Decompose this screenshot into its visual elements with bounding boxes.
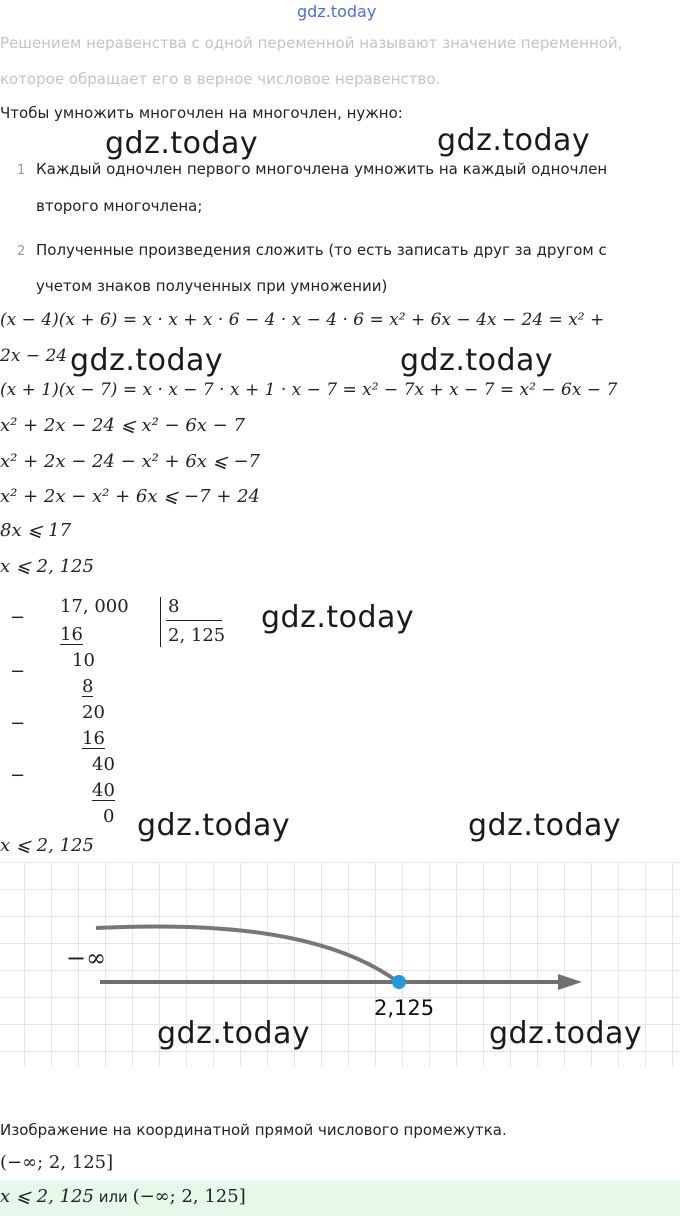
step-2-line-1: Полученные произведения сложить (то есть записать друг за другом с xyxy=(36,241,607,259)
division-step: 20 xyxy=(82,702,105,723)
interval-notation: (−∞; 2, 125] xyxy=(0,1152,114,1173)
answer-box xyxy=(0,1180,680,1216)
division-step: 8 xyxy=(82,676,94,697)
watermark: gdz.today xyxy=(468,808,622,843)
result-inequality: x ⩽ 2, 125 xyxy=(0,835,94,856)
quotient: 2, 125 xyxy=(168,625,226,646)
caption: Изображение на координатной прямой числового промежутка. xyxy=(0,1121,507,1139)
interval-arc xyxy=(96,926,398,982)
division-step: 16 xyxy=(82,728,105,749)
division-step: 16 xyxy=(60,624,83,645)
step-2-line-2: учетом знаков полученных при умножении) xyxy=(36,277,388,295)
answer-interval: (−∞; 2, 125] xyxy=(132,1186,246,1207)
inequality-1: x² + 2x − 24 ⩽ x² − 6x − 7 xyxy=(0,415,245,436)
division-step: 40 xyxy=(92,754,115,775)
dividend: 17, 000 xyxy=(60,596,129,617)
watermark: gdz.today xyxy=(261,600,415,635)
closed-point-marker xyxy=(392,975,406,989)
top-watermark: gdz.today xyxy=(297,2,377,21)
watermark: gdz.today xyxy=(489,1016,643,1051)
watermark: gdz.today xyxy=(105,126,259,161)
definition-line-2: которое обращает его в верное числовое неравенство. xyxy=(0,70,441,88)
division-minus: − xyxy=(10,713,26,734)
inequality-2: x² + 2x − 24 − x² + 6x ⩽ −7 xyxy=(0,451,261,472)
divisor: 8 xyxy=(168,596,180,617)
division-bar-vertical xyxy=(160,597,161,647)
equation-expand-2: (x + 1)(x − 7) = x · x − 7 · x + 1 · x − 7 = x² − 7x + x − 7 = x² − 6x − 7 xyxy=(0,380,618,400)
watermark: gdz.today xyxy=(437,123,591,158)
point-label: 2,125 xyxy=(374,996,435,1020)
rule-title: Чтобы умножить многочлен на многочлен, нужно: xyxy=(0,104,403,122)
inequality-3: x² + 2x − x² + 6x ⩽ −7 + 24 xyxy=(0,486,261,507)
inequality-5: x ⩽ 2, 125 xyxy=(0,556,94,577)
step-1-line-1: Каждый одночлен первого многочлена умножить на каждый одночлен xyxy=(36,160,608,178)
watermark: gdz.today xyxy=(137,808,291,843)
division-minus: − xyxy=(10,661,26,682)
watermark: gdz.today xyxy=(157,1016,311,1051)
division-remainder: 0 xyxy=(103,806,115,827)
division-minus: − xyxy=(10,765,26,786)
division-bar-horizontal xyxy=(166,620,222,621)
division-minus: − xyxy=(10,607,26,628)
answer-inequality: x ⩽ 2, 125 xyxy=(0,1186,94,1207)
watermark: gdz.today xyxy=(70,343,224,378)
division-step: 10 xyxy=(72,650,95,671)
equation-expand-1: (x − 4)(x + 6) = x · x + x · 6 − 4 · x − 4 · 6 = x² + 6x − 4x − 24 = x² + xyxy=(0,310,605,330)
answer-or: или xyxy=(93,1188,133,1206)
equation-expand-1-cont: 2x − 24 xyxy=(0,346,68,366)
division-step: 40 xyxy=(92,780,115,801)
inequality-4: 8x ⩽ 17 xyxy=(0,520,72,541)
step-number-1: 1 xyxy=(17,163,26,178)
axis-arrow-icon xyxy=(558,974,582,990)
neg-infinity-label: −∞ xyxy=(66,944,107,972)
step-1-line-2: второго многочлена; xyxy=(36,197,203,215)
definition-line-1: Решением неравенства с одной переменной называют значение переменной, xyxy=(0,34,623,52)
watermark: gdz.today xyxy=(400,343,554,378)
step-number-2: 2 xyxy=(17,244,26,259)
